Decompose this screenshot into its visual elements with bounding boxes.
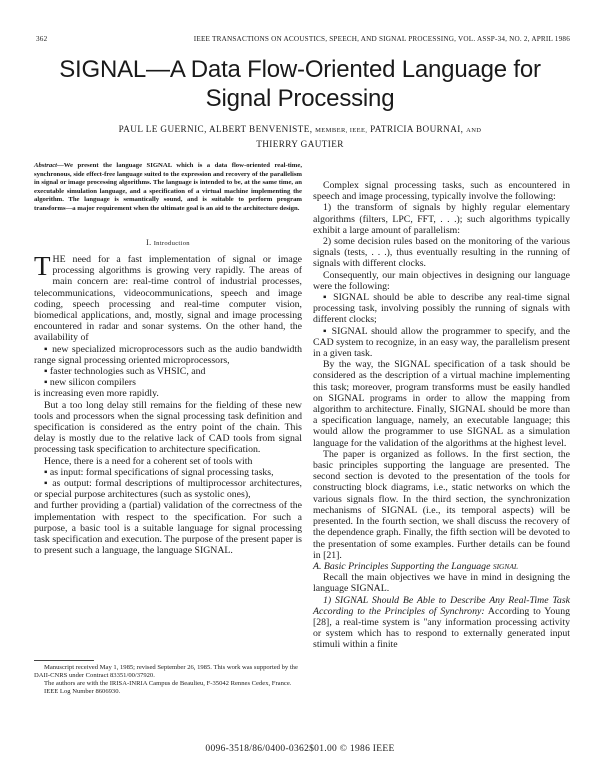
footnote-affiliation: The authors are with the IRISA-INRIA Campus de Beaulieu, F-35042 Rennes Cedex, France. [44,680,292,687]
intro-paragraph: THE need for a fast implementation of signal or image processing algorithms is growing very rapidly. The areas of main concern are: real-time control of industrial processes, telecommunications, videocommunications, speech and image coding, speech processing and real-time computer vision, biomedical applications, and, mostly, signal and image processing encountered in radar and sonar systems. On the other hand, the availability of [34,251,302,344]
paragraph: Hence, there is a need for a coherent set of tools with [44,455,253,467]
section-heading [34,238,302,247]
run-in-text: According to Young [28], a real-time system is "any information processing activity or system which has to respond to externally generated input stimuli within a finite [313,605,570,651]
drop-cap: T [34,251,51,281]
subsection-heading [313,561,570,572]
footnote-manuscript: Manuscript received May 1, 1985; revised September 26, 1985. This work was supported by the DAII-CNRS under Contract 83351/00/37920. [34,664,298,679]
abstract-label: Abstract [34,162,58,169]
subsection-language-name: SIGNAL [492,561,518,571]
author-line-1 [60,123,540,138]
paragraph: is increasing even more rapidly. [34,388,159,400]
subsection-label: A. [313,560,322,572]
paragraph: By the way, the SIGNAL specification of a task should be considered as the description of a virtual machine implementing this task; moreover, program transforms must be easily handled on SIGNAL programs in order to allow the mapping from algorithm to architecture. Finally, SIGNAL should be more than a specification language, namely, an executable language; this would allow the programmer to use SIGNAL as a simulation language for the validation of the algorithms at the highest level. [313,359,570,449]
title-line-1: SIGNAL—A Data Flow-Oriented Language for [59,56,541,83]
running-title: IEEE TRANSACTIONS ON ACOUSTICS, SPEECH, AND SIGNAL PROCESSING, VOL. ASSP-34, NO. 2, APRIL 1986 [193,35,570,43]
page-number: 362 [36,35,48,43]
footnote-rule [34,660,94,661]
list-item: 2) some decision rules based on the monitoring of the various signals (tests, . . .), thus eventually resulting in the running of signals with different clocks. [313,236,570,270]
section-title: Introduction [153,240,190,247]
paragraph: But a too long delay still remains for the fielding of these new tools and processors when the signal processing task definition and specification is considered as the entry point of the chain. This delay is mostly due to the relative lack of CAD tools from signal processing task specification to architecture specification. [34,399,302,456]
footnote [34,664,302,696]
author-list [60,123,540,150]
author-names-2: PATRICIA BOURNAI, [370,124,464,134]
bullet-item: ▪ new silicon compilers [44,377,136,389]
section-number: I. [146,238,152,247]
bullet-item: ▪ faster technologies such as VHSIC, and [44,366,206,378]
abstract-text: —We present the language SIGNAL which is a data flow-oriented real-time, synchronous, side effect-free language suited to the expression and recovery of the parallelism in signal or image processing algorithms. The language is intended to be, at the same time, an executable simulation language, and a specification of a virtual machine implementing the algorithm. The language is semantically sound, and is suitable to perform program transforms—a major requirement when the ultimate goal is an aid to the architecture design. [34,162,302,212]
paragraph: Consequently, our main objectives in designing our language were the following: [313,269,570,292]
author-names-1: PAUL LE GUERNIC, ALBERT BENVENISTE, [118,124,313,134]
member-note: MEMBER, IEEE, [315,127,368,134]
bullet-item: ▪ as input: formal specifications of signal processing tasks, [44,466,274,478]
title-line-2: Signal Processing [205,85,395,112]
paragraph: Recall the main objectives we have in mind in designing the language SIGNAL. [313,572,570,595]
author-line-2: THIERRY GAUTIER [256,138,344,149]
paragraph [313,595,570,651]
and-word: AND [466,127,482,134]
bullet-item: ▪ as output: formal descriptions of multiprocessor architectures, or special purpose architectures (such as systolic ones), [34,478,302,501]
footnote-log: IEEE Log Number 8606930. [44,688,121,695]
right-column-body [313,180,570,651]
copyright-line: 0096-3518/86/0400-0362$01.00 © 1986 IEEE [205,744,395,754]
paragraph: and further providing a (partial) validation of the correctness of the implementation with respect to the specification. For such a purpose, a basic tool is a suitable language for signal processing task specification and execution. The purpose of the present paper is to present such a language, the language SIGNAL. [34,500,302,557]
bullet-item: ▪ SIGNAL should allow the programmer to specify, and the CAD system to recognize, in an easy way, the parallelism present in a given task. [313,325,570,360]
paper-title [40,55,560,113]
paragraph: The paper is organized as follows. In the first section, the basic principles supporting the language are presented. The second section is devoted to the presentation of the tools for constructing block diagrams, i.e., static networks on which the various signals flow. In the third section, the synchronization mechanisms of SIGNAL (i.e., its temporal aspects) will be presented. In the fourth section, we shall discuss the recovery of the dependence graph. Finally, the fifth section will be devoted to the presentation of some examples. Further details can be found in [21]. [313,448,570,561]
run-in-heading: 1) SIGNAL Should Be Able to Describe Any Real-Time Task According to the Principles of Synchrony: [313,594,570,617]
subsection-title: Basic Principles Supporting the Language [323,560,491,572]
abstract [34,162,302,213]
bullet-item: ▪ new specialized microprocessors such as the audio bandwidth range signal processing oriented microprocessors, [34,343,302,366]
left-column-body [34,251,302,557]
list-item: 1) the transform of signals by highly regular elementary algorithms (filters, LPC, FFT, . . .); such algorithms typically exhibit a large amount of parallelism: [313,202,570,236]
bullet-item: ▪ SIGNAL should be able to describe any real-time signal processing task, involving possibly the running of signals with different clocks; [313,292,570,326]
paragraph: Complex signal processing tasks, such as encountered in speech and image processing, typically involve the following: [313,180,570,203]
